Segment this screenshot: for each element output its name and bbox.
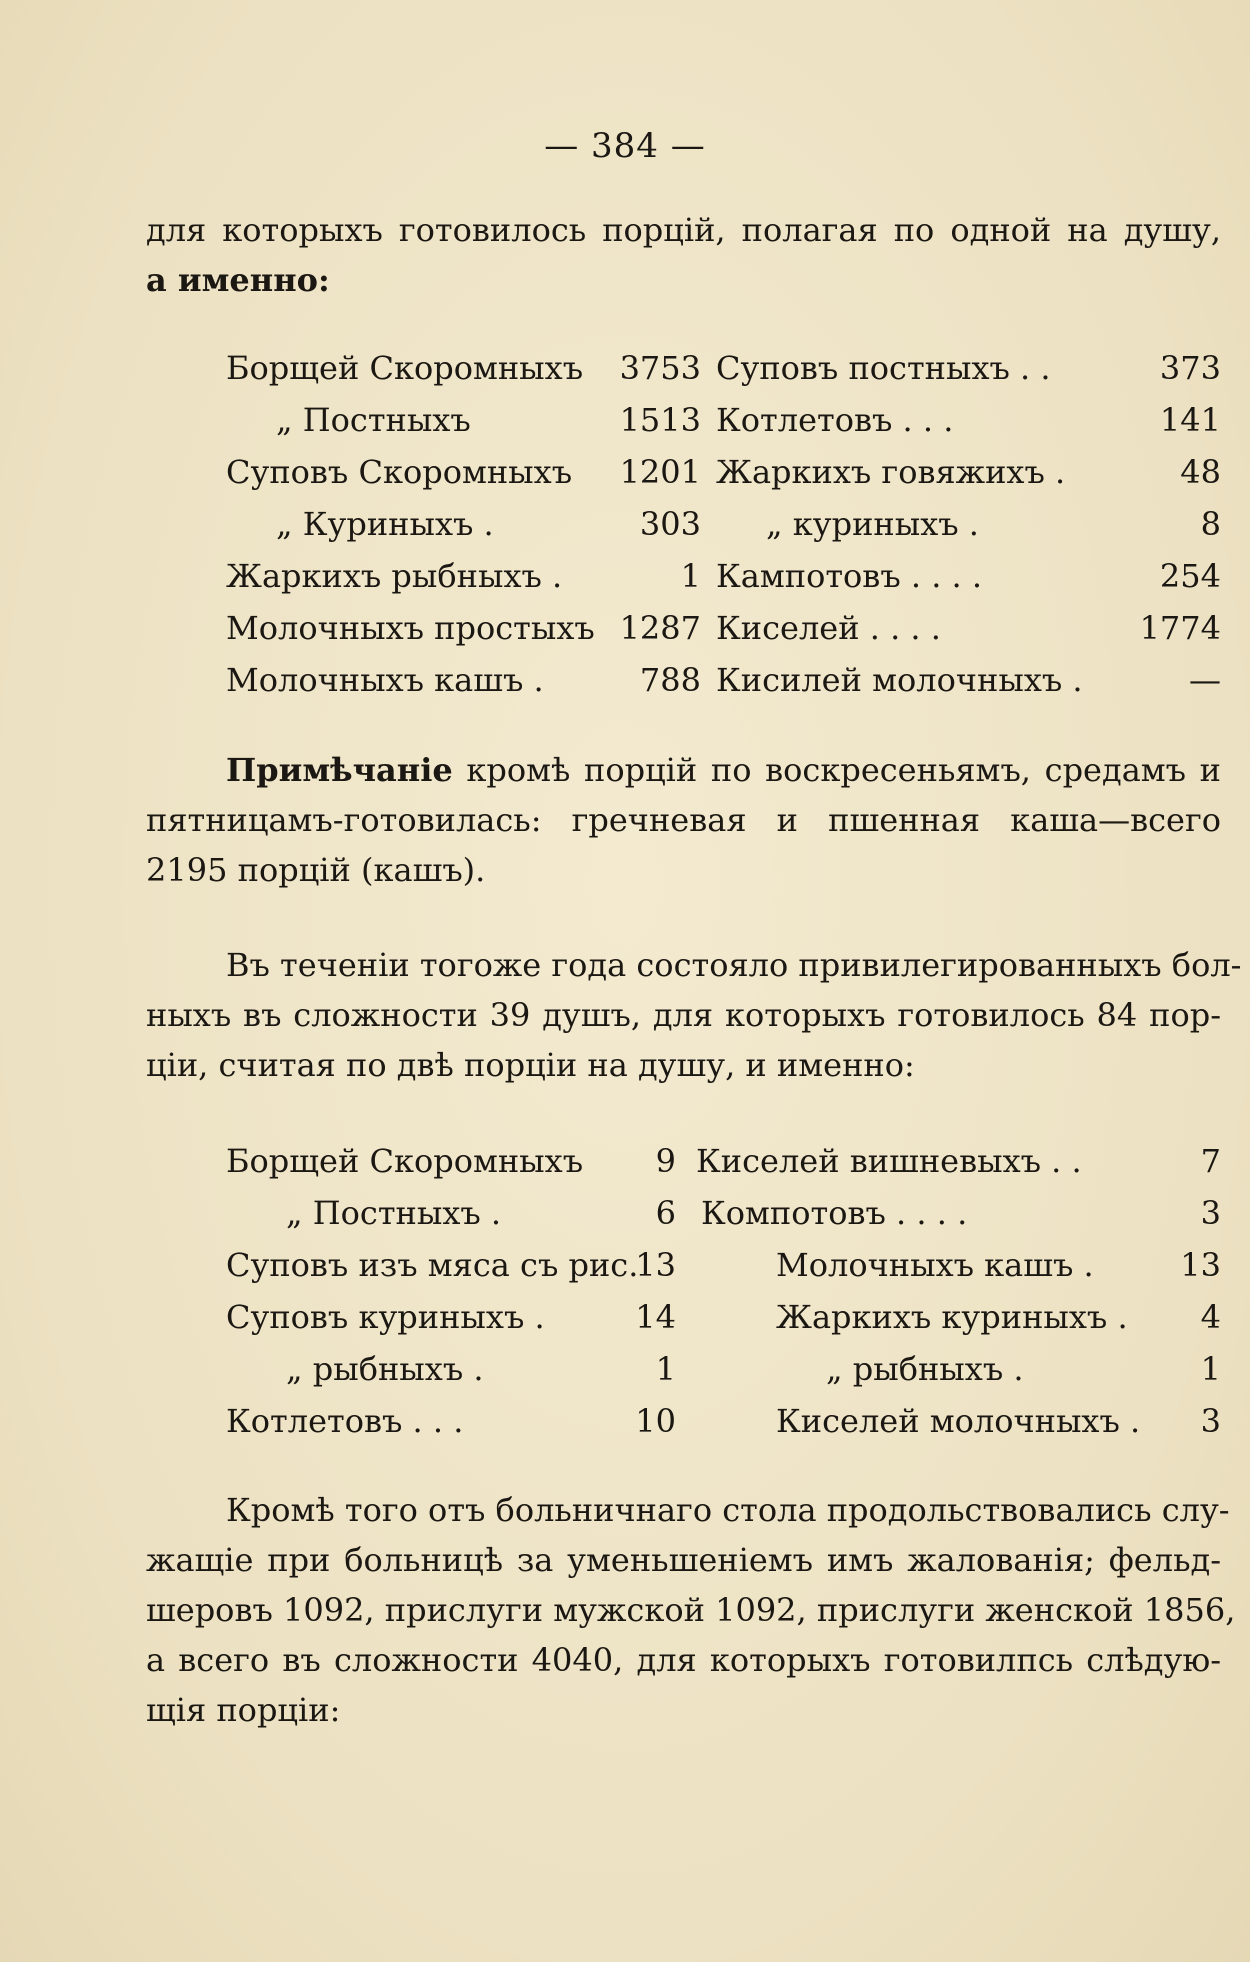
dish-name: Суповъ постныхъ . . xyxy=(716,349,1051,387)
dish-name: Жаркихъ рыбныхъ . xyxy=(226,557,563,595)
dish-name: „ Постныхъ xyxy=(276,401,471,439)
portion-count: 788 xyxy=(639,661,701,699)
portion-count: 303 xyxy=(639,505,701,543)
portion-count: 1 xyxy=(655,1350,676,1388)
dish-name: „ куриныхъ . xyxy=(766,505,979,543)
dish-name: Молочныхъ кашъ . xyxy=(776,1246,1094,1284)
portion-count: 373 xyxy=(1159,349,1221,387)
portion-count: 3753 xyxy=(619,349,701,387)
portion-count: 10 xyxy=(635,1402,676,1440)
table-row xyxy=(226,1239,1226,1291)
table-row xyxy=(226,446,1226,498)
staff-line: Кромѣ того отъ больничнаго стола продольствовались слу- xyxy=(226,1491,1230,1529)
table-row xyxy=(226,498,1226,550)
portion-count: 13 xyxy=(1180,1246,1221,1284)
note-line xyxy=(146,745,1221,795)
dish-name: Борщей Скоромныхъ xyxy=(226,349,584,387)
portion-count: 1 xyxy=(680,557,701,595)
portion-count: 7 xyxy=(1200,1142,1221,1180)
table-row xyxy=(226,1343,1226,1395)
dish-name: Компотовъ . . . . xyxy=(701,1194,968,1232)
staff-paragraph xyxy=(146,1485,1236,1735)
dish-name: Молочныхъ кашъ . xyxy=(226,661,544,699)
table-row xyxy=(226,394,1226,446)
note-line: пятницамъ-готовилась: гречневая и пшенная каша—всего xyxy=(146,801,1221,839)
staff-line: жащіе при больницѣ за уменьшеніемъ имъ жалованія; фельд- xyxy=(146,1541,1221,1579)
portion-count: 1287 xyxy=(619,609,701,647)
table-row xyxy=(226,654,1226,706)
staff-line: щія порціи: xyxy=(146,1691,341,1729)
portion-count: 1201 xyxy=(619,453,701,491)
dish-name: Кампотовъ . . . . xyxy=(716,557,983,595)
intro-line: а именно: xyxy=(146,261,330,299)
dish-name: „ Постныхъ . xyxy=(286,1194,502,1232)
dish-name: Кисилей молочныхъ . xyxy=(716,661,1083,699)
privileged-paragraph xyxy=(146,940,1242,1090)
dish-name: Жаркихъ говяжихъ . xyxy=(716,453,1066,491)
dish-name: Котлетовъ . . . xyxy=(226,1402,464,1440)
staff-line: шеровъ 1092, прислуги мужской 1092, прислуги женской 1856, xyxy=(146,1591,1236,1629)
dish-name: Борщей Скоромныхъ xyxy=(226,1142,584,1180)
portion-count: 1774 xyxy=(1139,609,1221,647)
privileged-line: ціи, считая по двѣ порціи на душу, и именно: xyxy=(146,1046,915,1084)
note-label: Примѣчаніе xyxy=(226,751,453,789)
portion-count: 3 xyxy=(1200,1194,1221,1232)
portion-count: 9 xyxy=(655,1142,676,1180)
dish-name: Молочныхъ простыхъ xyxy=(226,609,595,647)
portion-count: 254 xyxy=(1159,557,1221,595)
intro-line: для которыхъ готовилось порцій, полагая по одной на душу, xyxy=(146,211,1221,249)
portion-count: 4 xyxy=(1200,1298,1221,1336)
table-row xyxy=(226,1135,1226,1187)
dish-name: „ Куриныхъ . xyxy=(276,505,494,543)
portion-count: — xyxy=(1189,661,1221,699)
dish-name: Суповъ куриныхъ . xyxy=(226,1298,545,1336)
portion-count: 14 xyxy=(635,1298,676,1336)
dish-name: „ рыбныхъ . xyxy=(286,1350,484,1388)
portions-table-privileged xyxy=(226,1135,1226,1447)
dish-name: Суповъ Скоромныхъ xyxy=(226,453,573,491)
portion-count: 13 xyxy=(635,1246,676,1284)
table-row xyxy=(226,1395,1226,1447)
dish-name: Киселей . . . . xyxy=(716,609,941,647)
staff-line: а всего въ сложности 4040, для которыхъ готовилпсь слѣдую- xyxy=(146,1641,1221,1679)
portion-count: 8 xyxy=(1200,505,1221,543)
intro-paragraph xyxy=(146,205,1221,305)
portion-count: 1 xyxy=(1200,1350,1221,1388)
note-paragraph xyxy=(146,745,1221,895)
dish-name: Суповъ изъ мяса съ рис. xyxy=(226,1246,639,1284)
note-line: 2195 порцій (кашъ). xyxy=(146,851,486,889)
table-row xyxy=(226,602,1226,654)
dish-name: Жаркихъ куриныхъ . xyxy=(776,1298,1128,1336)
dish-name: „ рыбныхъ . xyxy=(826,1350,1024,1388)
portion-count: 48 xyxy=(1180,453,1221,491)
privileged-line: ныхъ въ сложности 39 душъ, для которыхъ готовилось 84 пор- xyxy=(146,996,1221,1034)
dish-name: Киселей молочныхъ . xyxy=(776,1402,1141,1440)
page-number: — 384 — xyxy=(544,126,706,166)
privileged-line: Въ теченіи тогоже года состояло привилегированныхъ бол- xyxy=(226,946,1242,984)
note-text: кромѣ порцій по воскресеньямъ, средамъ и xyxy=(466,751,1222,789)
portion-count: 141 xyxy=(1159,401,1221,439)
table-row xyxy=(226,342,1226,394)
portions-table-general xyxy=(226,342,1226,706)
dish-name: Котлетовъ . . . xyxy=(716,401,954,439)
table-row xyxy=(226,1187,1226,1239)
table-row xyxy=(226,1291,1226,1343)
table-row xyxy=(226,550,1226,602)
portion-count: 6 xyxy=(655,1194,676,1232)
portion-count: 1513 xyxy=(619,401,701,439)
portion-count: 3 xyxy=(1200,1402,1221,1440)
dish-name: Киселей вишневыхъ . . xyxy=(696,1142,1082,1180)
